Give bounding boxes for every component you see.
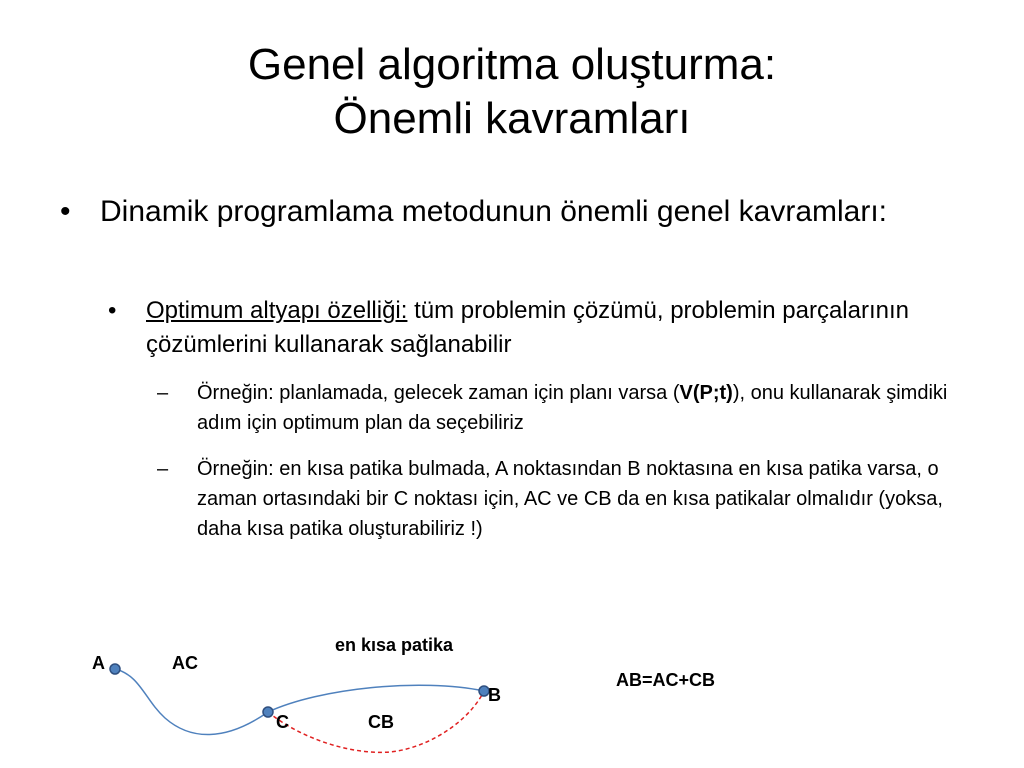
dash-marker: –	[157, 382, 169, 404]
bullet-marker: •	[60, 195, 71, 228]
node-a	[110, 664, 120, 674]
node-c	[263, 707, 273, 717]
sub1-before: Örneğin: planlamada, gelecek zaman için planı varsa (	[197, 382, 680, 404]
sub1-after: ), onu kullanarak şimdiki adım için optimum plan da seçebiliriz	[197, 382, 948, 434]
equation: AB=AC+CB	[616, 670, 716, 690]
sub-bullet-text: Örneğin: en kısa patika bulmada, A noktasından B noktasına en kısa patika varsa, o zaman ortasındaki bir C noktası için, AC ve CB da en kısa patikalar olmalıdır (yoksa, daha kısa patika oluşturabiliriz !)	[197, 458, 943, 540]
sub-bullet-1	[157, 378, 957, 438]
bullet-level1	[60, 192, 946, 232]
title-line-1: Genel algoritma oluşturma:	[247, 40, 777, 89]
slide-title	[0, 38, 1024, 146]
label-c: C	[276, 712, 289, 732]
shortest-path-diagram	[0, 600, 1024, 768]
path-a-c-b	[115, 669, 484, 735]
bullet-marker: •	[108, 297, 117, 324]
bullet-text	[146, 294, 962, 362]
bullet-body: tüm problemin çözümü, problemin parçalarının çözümlerini kullanarak sağlanabilir	[146, 297, 909, 358]
sub-bullet-text	[197, 378, 957, 438]
dash-marker: –	[157, 458, 169, 480]
label-shortest-path: en kısa patika	[335, 635, 454, 655]
label-b: B	[488, 685, 501, 705]
label-cb: CB	[368, 712, 394, 732]
bullet-level2	[108, 294, 962, 362]
optimum-term: Optimum altyapı özelliği:	[146, 297, 408, 324]
label-a: A	[92, 653, 105, 673]
sub1-formula: V(P;t)	[679, 382, 733, 404]
sub-bullet-2	[157, 454, 957, 544]
label-ac: AC	[172, 653, 198, 673]
title-line-2: Önemli kavramları	[333, 94, 691, 143]
bullet-text: Dinamik programlama metodunun önemli genel kavramları:	[100, 195, 888, 228]
